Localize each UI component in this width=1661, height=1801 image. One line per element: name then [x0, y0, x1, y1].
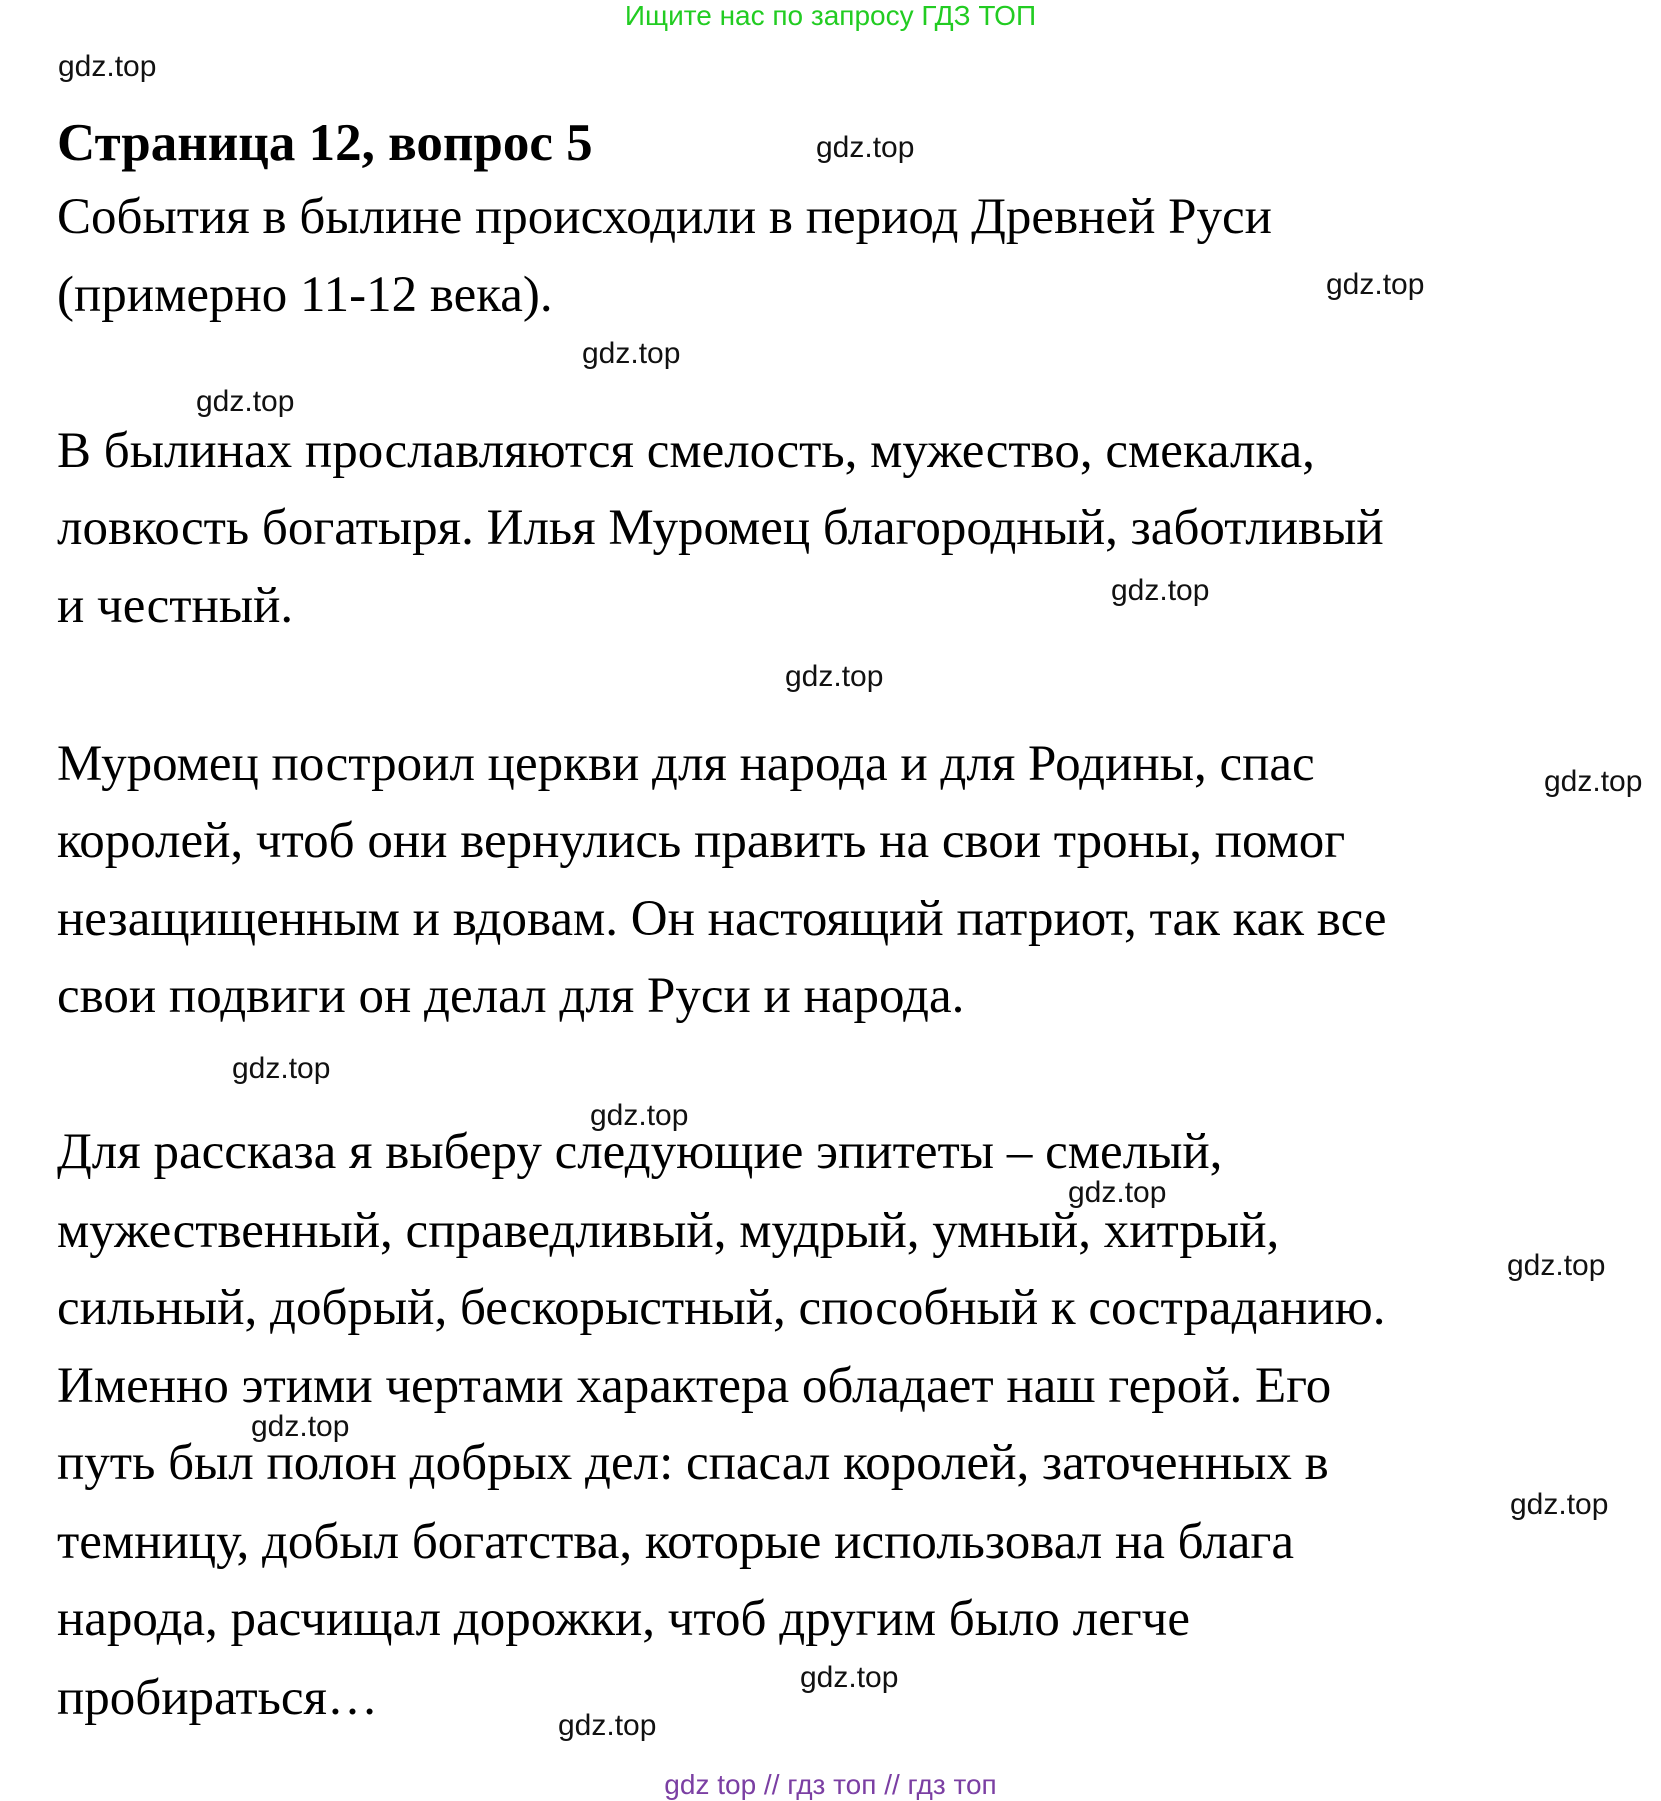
paragraph-3-line: свои подвиги он делал для Руси и народа. — [57, 968, 965, 1024]
paragraph-4-line: пробираться… — [57, 1670, 378, 1726]
paragraph-2-line: В былинах прославляются смелость, мужество, смекалка, — [57, 423, 1315, 479]
paragraph-3-line: незащищенным и вдовам. Он настоящий патриот, так как все — [57, 891, 1387, 947]
paragraph-4-line: путь был полон добрых дел: спасал королей, заточенных в — [57, 1435, 1329, 1491]
footer-watermark: gdz top // гдз топ // гдз топ — [664, 1769, 997, 1800]
paragraph-1-line: (примерно 11-12 века). — [57, 267, 553, 323]
watermark-text: gdz.top — [1111, 574, 1210, 607]
watermark-text: gdz.top — [785, 660, 884, 693]
watermark-text: gdz.top — [232, 1052, 331, 1085]
watermark-text: gdz.top — [251, 1410, 350, 1443]
watermark-text: gdz.top — [582, 337, 681, 370]
watermark-text: gdz.top — [558, 1709, 657, 1742]
watermark-text: gdz.top — [800, 1661, 899, 1694]
page-title: Страница 12, вопрос 5 — [57, 114, 593, 172]
paragraph-3-line: Муромец построил церкви для народа и для Родины, спас — [57, 736, 1315, 792]
paragraph-4-line: Именно этими чертами характера обладает наш герой. Его — [57, 1358, 1332, 1414]
paragraph-4-line: Для рассказа я выберу следующие эпитеты – смелый, — [57, 1124, 1223, 1180]
watermark-text: gdz.top — [1544, 765, 1643, 798]
watermark-text: gdz.top — [1326, 268, 1425, 301]
paragraph-1-line: События в былине происходили в период Древней Руси — [57, 189, 1272, 245]
paragraph-2-line: и честный. — [57, 578, 294, 634]
paragraph-4-line: народа, расчищал дорожки, чтоб другим было легче — [57, 1591, 1190, 1647]
watermark-text: gdz.top — [1068, 1176, 1167, 1209]
paragraph-4-line: мужественный, справедливый, мудрый, умный, хитрый, — [57, 1203, 1280, 1259]
watermark-text: gdz.top — [816, 131, 915, 164]
watermark-text: gdz.top — [58, 50, 157, 83]
watermark-text: gdz.top — [1510, 1488, 1609, 1521]
watermark-text: gdz.top — [590, 1099, 689, 1132]
search-banner: Ищите нас по запросу ГДЗ ТОП — [624, 0, 1037, 31]
paragraph-4-line: сильный, добрый, бескорыстный, способный к состраданию. — [57, 1280, 1386, 1336]
watermark-text: gdz.top — [1507, 1249, 1606, 1282]
paragraph-4-line: темницу, добыл богатства, которые использовал на блага — [57, 1514, 1294, 1570]
watermark-text: gdz.top — [196, 385, 295, 418]
paragraph-2-line: ловкость богатыря. Илья Муромец благородный, заботливый — [57, 500, 1384, 556]
paragraph-3-line: королей, чтоб они вернулись править на свои троны, помог — [57, 813, 1346, 869]
